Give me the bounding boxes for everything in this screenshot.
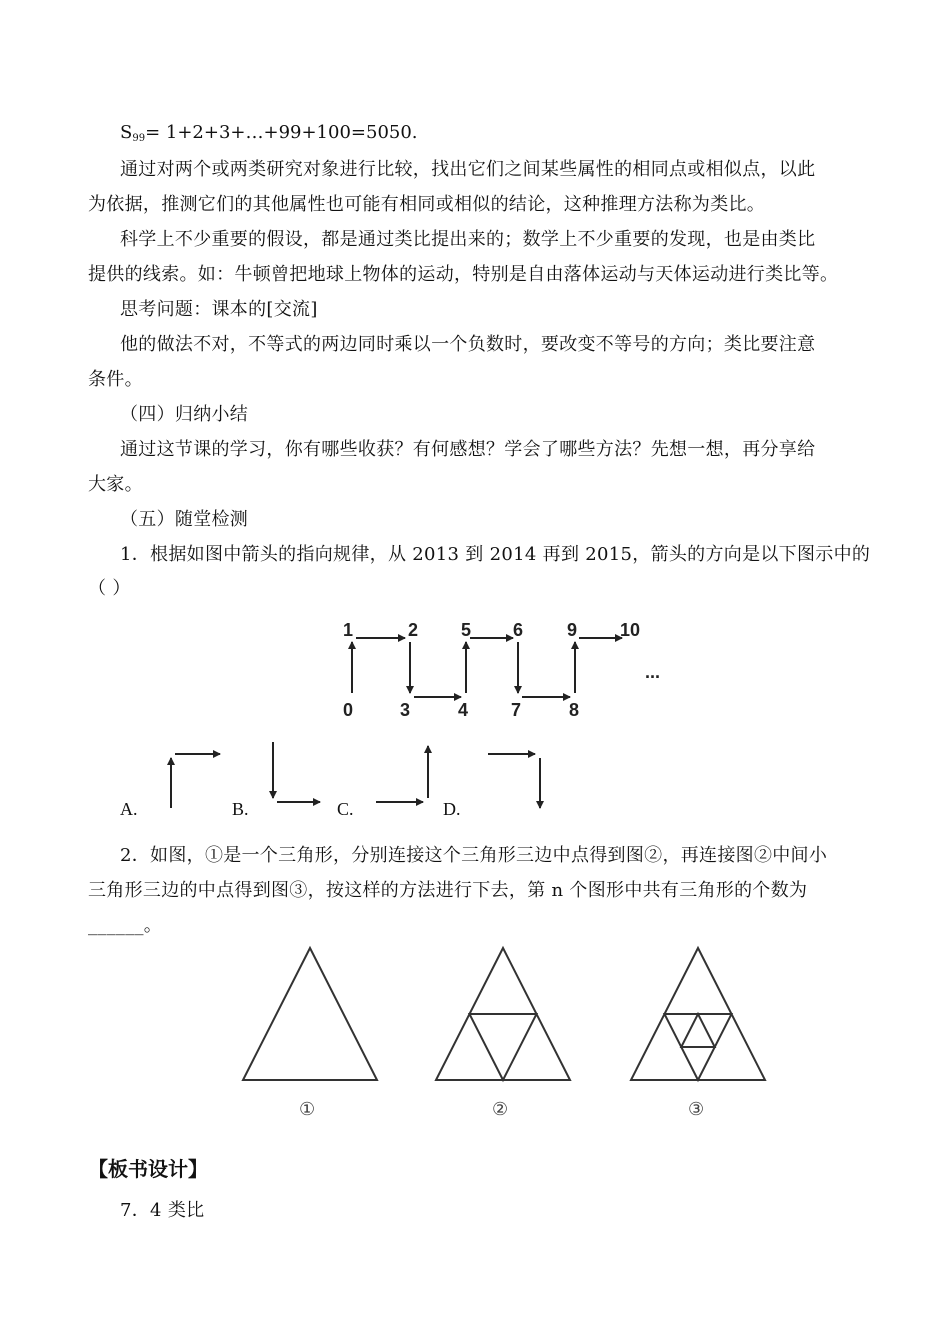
question1-line1: 1．根据如图中箭头的指向规律，从 2013 到 2014 再到 2015，箭头的方向是以下图示中的 — [120, 544, 871, 565]
option-c-label: C. — [337, 799, 354, 819]
summary-line2: 大家。 — [88, 474, 143, 495]
option-d-label: D. — [443, 799, 461, 819]
paragraph-analogy-def-line1: 通过对两个或两类研究对象进行比较，找出它们之间某些属性的相同点或相似点，以此 — [120, 159, 816, 180]
question2-line1: 2．如图，①是一个三角形，分别连接这个三角形三边中点得到图②，再连接图②中间小 — [120, 845, 828, 866]
number-4: 4 — [458, 700, 469, 720]
number-2: 2 — [408, 620, 419, 640]
caption-3: ③ — [688, 1099, 705, 1119]
paragraph-science-line2: 提供的线索。如：牛顿曾把地球上物体的运动，特别是自由落体运动与天体运动进行类比等。 — [88, 264, 839, 285]
option-a-label: A. — [120, 799, 138, 819]
number-10: 10 — [620, 620, 641, 640]
answer-line1: 他的做法不对，不等式的两边同时乘以一个负数时，要改变不等号的方向；类比要注意 — [120, 334, 816, 355]
number-0: 0 — [343, 700, 354, 720]
number-8: 8 — [569, 700, 580, 720]
question1-line2: （ ） — [88, 578, 131, 599]
caption-2: ② — [492, 1099, 509, 1119]
ellipsis: ... — [645, 662, 661, 682]
section-summary-heading: （四）归纳小结 — [120, 404, 249, 425]
section-quiz-heading: （五）随堂检测 — [120, 509, 249, 530]
number-3: 3 — [400, 700, 411, 720]
board-design-heading: 【板书设计】 — [88, 1157, 208, 1181]
thinking-question: 思考问题：课本的[交流] — [120, 299, 318, 320]
question2-blank: ______。 — [88, 915, 163, 936]
question2-line2: 三角形三边的中点得到图③，按这样的方法进行下去，第 n 个图形中共有三角形的个数为 — [88, 880, 808, 901]
summary-line1: 通过这节课的学习，你有哪些收获？有何感想？学会了哪些方法？先想一想，再分享给 — [120, 439, 816, 460]
triangle-figure-2 — [436, 948, 570, 1080]
paragraph-analogy-def-line2: 为依据，推测它们的其他属性也可能有相同或相似的结论，这种推理方法称为类比。 — [88, 194, 766, 215]
number-6: 6 — [513, 620, 524, 640]
caption-1: ① — [299, 1099, 316, 1119]
board-design-item: 7．4 类比 — [120, 1200, 205, 1221]
number-7: 7 — [511, 700, 522, 720]
paragraph-science-line1: 科学上不少重要的假设，都是通过类比提出来的；数学上不少重要的发现，也是由类比 — [120, 229, 816, 250]
number-1: 1 — [343, 620, 354, 640]
formula-rest: = 1+2+3+…+99+100=5050. — [145, 122, 418, 143]
formula-subscript: 99 — [132, 133, 146, 144]
triangle-figure-3 — [631, 948, 765, 1080]
formula-s: S — [120, 122, 133, 143]
option-b-label: B. — [232, 799, 249, 819]
number-9: 9 — [567, 620, 578, 640]
triangle-figure-1 — [243, 948, 377, 1080]
answer-line2: 条件。 — [88, 369, 143, 390]
number-5: 5 — [461, 620, 472, 640]
